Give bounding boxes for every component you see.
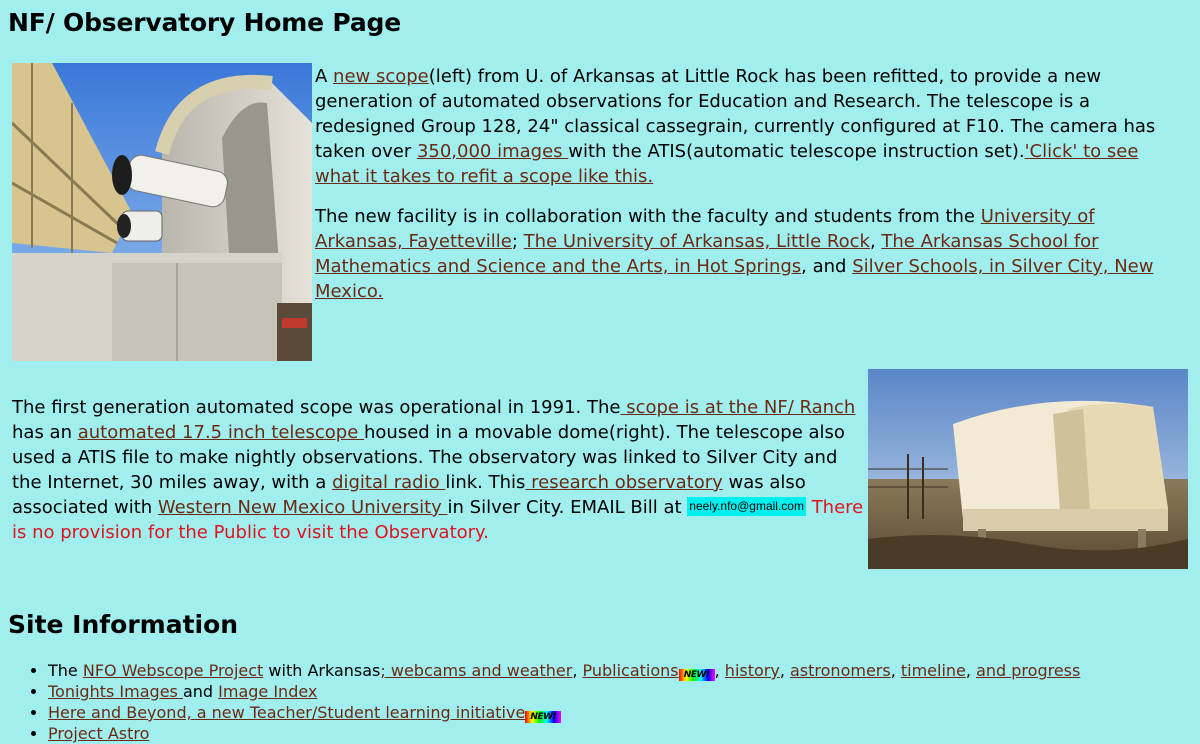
email-address-image: neely.nfo@gmail.com (687, 497, 806, 516)
refit-link[interactable]: 'Click' to see what it takes to refit a scope like this. (315, 141, 1139, 187)
intro-paragraph (315, 64, 1175, 189)
new-scope-link[interactable]: new scope (333, 66, 429, 87)
wnmu-link[interactable]: Western New Mexico University (157, 497, 448, 518)
first-gen-text-1: The first generation automated scope was operational in 1991. The (12, 397, 621, 418)
webscope-project-link[interactable]: NFO Webscope Project (82, 661, 264, 680)
new-scope-photo[interactable] (12, 63, 312, 361)
first-gen-text-3: housed in a movable dome(right). The telescope also used a ATIS file to make nightly observations. The observatory was linked to Silver City and the Internet, 30 miles away, with a (12, 422, 845, 493)
page-title: NF/ Observatory Home Page (8, 8, 401, 37)
first-gen-text-4: link. This (445, 472, 526, 493)
item1-text-7: , (965, 661, 977, 680)
first-gen-text-6: in Silver City. EMAIL Bill at (447, 497, 688, 518)
item1-text-3: , (572, 661, 583, 680)
asmsa-link[interactable]: The Arkansas School for Mathematics and Science and the Arts, in Hot Springs (315, 231, 1099, 277)
digital-radio-link[interactable]: digital radio (332, 472, 446, 493)
first-gen-text-5: was also associated with (12, 472, 806, 518)
list-item (48, 681, 1198, 702)
history-link[interactable]: history (724, 661, 780, 680)
item1-text-4: , (714, 661, 725, 680)
item1-text-6: , (890, 661, 901, 680)
item1-text-1: The (48, 661, 83, 680)
first-gen-text-2: has an (12, 422, 78, 443)
tonights-images-link[interactable]: Tonights Images (48, 682, 183, 701)
list-item (48, 660, 1198, 681)
image-index-link[interactable]: Image Index (218, 682, 318, 701)
ualr-link[interactable]: The University of Arkansas, Little Rock (523, 231, 870, 252)
automated-telescope-link[interactable]: automated 17.5 inch telescope (77, 422, 365, 443)
item1-text-5: , (779, 661, 790, 680)
here-and-beyond-link[interactable]: Here and Beyond, a new Teacher/Student learning initiative (48, 703, 526, 722)
no-public-visit-warning: There is no provision for the Public to visit the Observatory. (12, 497, 864, 543)
movable-dome-photo (868, 369, 1188, 569)
images-link[interactable]: 350,000 images (416, 141, 569, 162)
silver-schools-link[interactable]: Silver Schools, in Silver City, New Mexico. (315, 256, 1154, 302)
site-information-heading: Site Information (8, 610, 239, 639)
site-information-list (18, 660, 1198, 744)
list-item (48, 723, 1198, 744)
list-item (48, 702, 1198, 723)
intro-text-1: A (315, 66, 334, 87)
timeline-link[interactable]: timeline (900, 661, 966, 680)
item2-text-1: and (182, 682, 219, 701)
astronomers-link[interactable]: astronomers (790, 661, 891, 680)
collab-text-3: , (869, 231, 882, 252)
uark-fayetteville-link[interactable]: University of Arkansas, Fayetteville (315, 206, 1095, 252)
project-astro-link[interactable]: Project Astro (48, 724, 150, 743)
item1-text-2: with Arkansas (263, 661, 381, 680)
first-generation-paragraph (12, 395, 868, 545)
webcams-weather-link[interactable]: ; webcams and weather (380, 661, 573, 680)
new-badge-icon: NEW! (679, 669, 715, 681)
progress-link[interactable]: and progress (976, 661, 1081, 680)
collaboration-paragraph (315, 204, 1175, 304)
new-badge-icon: NEW! (525, 711, 561, 723)
collab-text-1: The new facility is in collaboration with the faculty and students from the (315, 206, 981, 227)
research-observatory-link[interactable]: research observatory (525, 472, 723, 493)
collab-text-4: , and (801, 256, 853, 277)
publications-link[interactable]: Publications (582, 661, 679, 680)
nf-ranch-link[interactable]: scope is at the NF/ Ranch (620, 397, 856, 418)
collab-text-2: ; (511, 231, 524, 252)
intro-text-3: with the ATIS(automatic telescope instruction set). (568, 141, 1025, 162)
intro-text-2: (left) from U. of Arkansas at Little Rock has been refitted, to provide a new generation of automated observations for Education and Research. The telescope is a redesigned Group 128, 24" classical cassegrain, currently configured at F10. The camera has taken over (315, 66, 1156, 162)
